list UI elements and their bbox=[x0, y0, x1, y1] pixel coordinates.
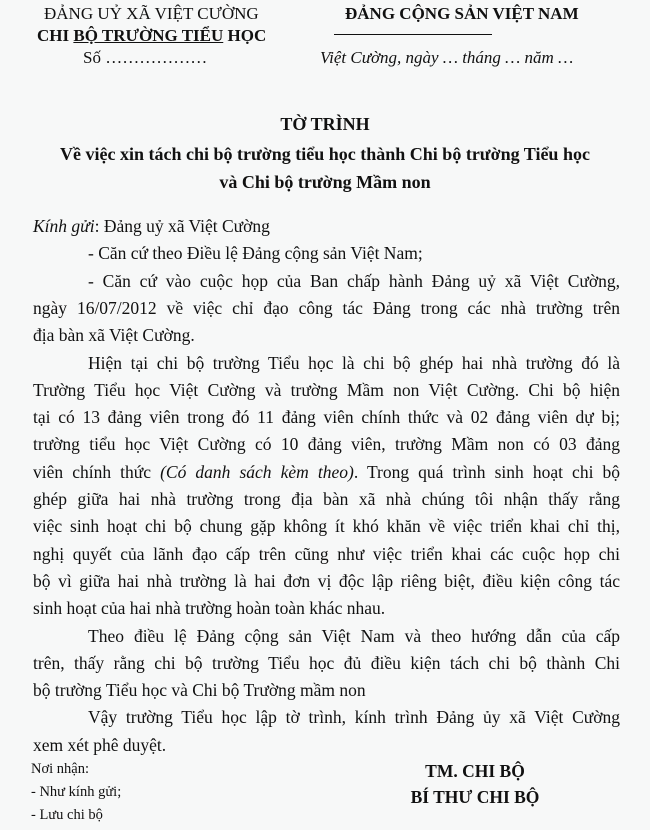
body-text: Hiện tại chi bộ trường Tiểu học là chi bộ ghép hai nhà trường đó là bbox=[88, 352, 620, 373]
body-line bbox=[33, 379, 620, 401]
body-line bbox=[33, 515, 620, 537]
body-text: trường tiểu học Việt Cường có 10 đảng viên, trường Mầm non có 03 đảng bbox=[33, 434, 620, 455]
body-text: bộ vì giữa hai nhà trường là hai đơn vị độc lập riêng biệt, điều kiện công tác bbox=[33, 570, 620, 591]
party-committee-name: ĐẢNG UỶ XÃ VIỆT CƯỜNG bbox=[44, 4, 259, 23]
body-line bbox=[33, 570, 620, 592]
body-text: tại có 13 đảng viên trong đó 11 đảng viên chính thức và 02 đảng viên dự bị; bbox=[33, 407, 620, 428]
signature-role: BÍ THƯ CHI BỘ bbox=[410, 787, 540, 807]
body-text: địa bàn xã Việt Cường. bbox=[33, 325, 195, 346]
body-text: nghị quyết của lãnh đạo cấp trên cũng như việc triển khai các cuộc họp chi bbox=[33, 543, 620, 564]
org-name-pre: CHI bbox=[37, 26, 74, 45]
body-text: - Căn cứ vào cuộc họp của Ban chấp hành Đảng uỷ xã Việt Cường, bbox=[88, 270, 620, 291]
body-text: việc sinh hoạt chi bộ chung gặp không ít khó khăn về việc triển khai chỉ thị, bbox=[33, 516, 620, 537]
body-text: ghép giữa hai nhà trường trong địa bàn xã nhà chúng tôi nhận thấy rằng bbox=[33, 489, 620, 509]
body-text: trên, thấy rằng chi bộ trường Tiểu học đủ điều kiện tách chi bộ thành Chi bbox=[33, 652, 620, 673]
body-line bbox=[88, 270, 620, 292]
body-line bbox=[33, 734, 620, 756]
body-text: sinh hoạt của hai nhà trường hoàn toàn khác nhau. bbox=[33, 598, 386, 619]
body-line bbox=[33, 215, 620, 237]
body-line bbox=[88, 352, 620, 374]
body-line bbox=[33, 461, 620, 483]
recipient-item: - Lưu chi bộ bbox=[31, 807, 103, 823]
title-subject-line1: Về việc xin tách chi bộ trường tiểu học thành Chi bộ trường Tiểu học bbox=[60, 144, 590, 164]
body-line bbox=[33, 543, 620, 565]
body-line bbox=[88, 242, 620, 264]
title-main: TỜ TRÌNH bbox=[280, 114, 370, 134]
body-text: Theo điều lệ Đảng cộng sản Việt Nam và theo hướng dẫn của cấp bbox=[88, 625, 620, 646]
body-text: xem xét phê duyệt. bbox=[33, 734, 167, 755]
body-line bbox=[33, 597, 620, 619]
body-line bbox=[33, 406, 620, 428]
body-text: Trường Tiểu học Việt Cường và trường Mầm non Việt Cường. Chi bộ hiện bbox=[33, 379, 620, 400]
organization-name bbox=[37, 26, 266, 46]
divider bbox=[334, 34, 492, 35]
body-line bbox=[33, 652, 620, 674]
italic-text: (Có danh sách kèm theo) bbox=[160, 461, 354, 482]
recipients-label: Nơi nhận: bbox=[31, 761, 90, 777]
italic-text: Kính gửi bbox=[33, 216, 95, 236]
body-text: . Trong quá trình sinh hoạt chi bộ bbox=[353, 461, 620, 482]
recipient-item: - Như kính gửi; bbox=[31, 784, 122, 800]
body-line bbox=[33, 488, 620, 510]
title-subject-line2: và Chi bộ trường Mầm non bbox=[219, 172, 431, 192]
org-name-underlined: BỘ TRƯỜNG TIỂU bbox=[73, 26, 224, 45]
date-line: Việt Cường, ngày … tháng … năm … bbox=[320, 48, 574, 67]
signature-title: TM. CHI BỘ bbox=[425, 761, 525, 781]
body-text: Vậy trường Tiểu học lập tờ trình, kính trình Đảng ủy xã Việt Cường bbox=[88, 707, 620, 728]
body-line bbox=[33, 324, 620, 346]
party-name: ĐẢNG CỘNG SẢN VIỆT NAM bbox=[345, 4, 579, 23]
body-line bbox=[88, 706, 620, 728]
org-name-post: HỌC bbox=[223, 26, 267, 45]
body-line bbox=[33, 297, 620, 319]
body-line bbox=[33, 433, 620, 455]
body-text: - Căn cứ theo Điều lệ Đảng cộng sản Việt Nam; bbox=[88, 243, 423, 264]
document-number: Số ……………… bbox=[83, 48, 208, 67]
body-line bbox=[33, 679, 620, 701]
body-text: viên chính thức bbox=[33, 461, 161, 482]
body-text: : Đảng uỷ xã Việt Cường bbox=[94, 216, 270, 236]
body-text: ngày 16/07/2012 về việc chỉ đạo công tác Đảng trong các nhà trường trên bbox=[33, 297, 620, 318]
body-line bbox=[88, 625, 620, 647]
body-text: bộ trường Tiểu học và Chi bộ Trường mầm non bbox=[33, 680, 366, 701]
